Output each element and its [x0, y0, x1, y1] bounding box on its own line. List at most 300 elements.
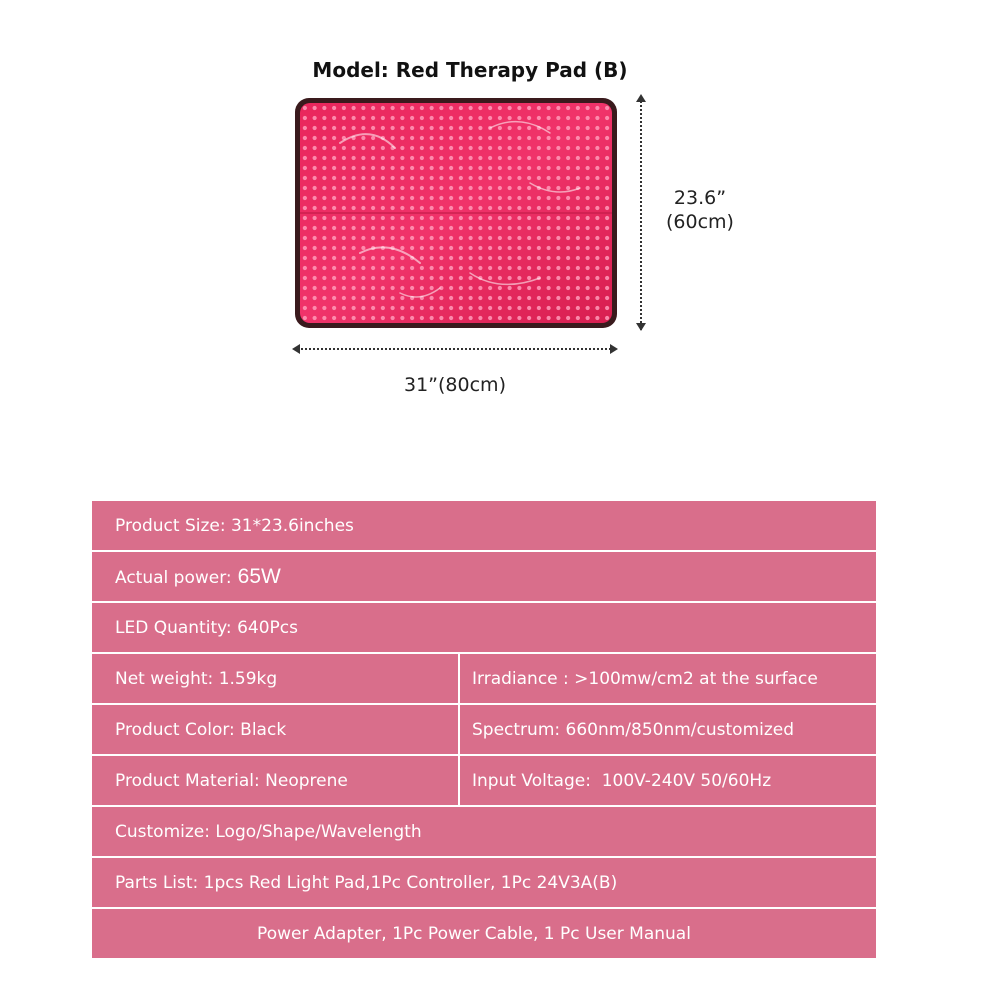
led-dot: [313, 286, 317, 290]
led-dot: [595, 206, 599, 210]
led-dot: [527, 116, 531, 120]
led-dot: [410, 186, 414, 190]
led-dot: [566, 296, 570, 300]
led-dot: [527, 296, 531, 300]
led-dot: [439, 126, 443, 130]
led-dot: [332, 306, 336, 310]
led-dot: [488, 176, 492, 180]
led-dot: [605, 156, 609, 160]
led-dot: [527, 126, 531, 130]
led-dot: [517, 266, 521, 270]
led-dot: [508, 146, 512, 150]
led-dot: [556, 266, 560, 270]
led-dot: [527, 176, 531, 180]
led-dot: [332, 246, 336, 250]
led-dot: [488, 276, 492, 280]
led-dot: [371, 286, 375, 290]
led-dot: [576, 156, 580, 160]
led-dot: [459, 276, 463, 280]
led-dot: [517, 316, 521, 320]
width-label: 31”(80cm): [404, 374, 506, 396]
led-dot: [556, 166, 560, 170]
led-dot: [498, 196, 502, 200]
led-dot: [400, 246, 404, 250]
led-dot: [332, 116, 336, 120]
led-dot: [469, 146, 473, 150]
led-dot: [420, 196, 424, 200]
led-dot: [332, 186, 336, 190]
customize: Customize: Logo/Shape/Wavelength: [115, 821, 422, 842]
led-dot: [595, 276, 599, 280]
led-dot: [381, 116, 385, 120]
led-dot: [352, 146, 356, 150]
led-dot: [508, 166, 512, 170]
led-dot: [391, 226, 395, 230]
led-dot: [498, 186, 502, 190]
led-dot: [595, 266, 599, 270]
led-dot: [430, 166, 434, 170]
led-dot: [313, 296, 317, 300]
led-dot: [439, 246, 443, 250]
led-dot: [566, 176, 570, 180]
led-dot: [400, 296, 404, 300]
led-dot: [361, 226, 365, 230]
led-dot: [488, 236, 492, 240]
led-dot: [352, 196, 356, 200]
net-weight: Net weight: 1.59kg: [92, 654, 460, 703]
led-dot: [605, 296, 609, 300]
led-dot: [547, 226, 551, 230]
led-dot: [322, 126, 326, 130]
led-dot: [381, 306, 385, 310]
led-dot: [459, 216, 463, 220]
led-dot: [576, 306, 580, 310]
led-dot: [498, 146, 502, 150]
led-dot: [303, 216, 307, 220]
led-dot: [566, 156, 570, 160]
led-dot: [537, 316, 541, 320]
led-dot: [332, 196, 336, 200]
led-dot: [449, 136, 453, 140]
arrow-up-icon: [636, 94, 646, 102]
led-dot: [576, 196, 580, 200]
led-dot: [381, 146, 385, 150]
led-dot: [322, 256, 326, 260]
led-dot: [439, 276, 443, 280]
led-dot: [537, 166, 541, 170]
width-dimension-line: [298, 348, 614, 352]
led-dot: [410, 246, 414, 250]
led-dot: [488, 116, 492, 120]
led-dot: [576, 296, 580, 300]
led-dot: [517, 166, 521, 170]
led-dot: [342, 166, 346, 170]
led-dot: [430, 196, 434, 200]
led-dot: [605, 116, 609, 120]
led-dot: [478, 116, 482, 120]
led-dot: [517, 186, 521, 190]
led-dot: [566, 166, 570, 170]
led-dot: [313, 316, 317, 320]
led-dot: [498, 296, 502, 300]
led-dot: [537, 226, 541, 230]
led-dot: [400, 226, 404, 230]
irradiance: Irradiance : >100mw/cm2 at the surface: [472, 668, 818, 689]
led-dot: [371, 186, 375, 190]
product-size: Product Size: 31*23.6inches: [115, 515, 354, 536]
led-dot: [527, 306, 531, 310]
led-dot: [381, 186, 385, 190]
table-row: [92, 603, 876, 654]
led-dot: [459, 226, 463, 230]
led-dot: [566, 316, 570, 320]
led-dot: [400, 316, 404, 320]
led-dot: [556, 186, 560, 190]
led-dot: [478, 206, 482, 210]
led-dot: [566, 196, 570, 200]
led-dot: [517, 296, 521, 300]
led-dot: [322, 276, 326, 280]
led-dot: [361, 196, 365, 200]
led-dot: [313, 176, 317, 180]
led-dot: [527, 256, 531, 260]
led-dot: [537, 206, 541, 210]
led-dot: [547, 136, 551, 140]
led-dot: [498, 256, 502, 260]
led-dot: [342, 126, 346, 130]
led-dot: [586, 266, 590, 270]
led-dot: [342, 176, 346, 180]
led-dot: [313, 216, 317, 220]
led-dot: [303, 196, 307, 200]
led-dot: [303, 276, 307, 280]
led-dot: [527, 136, 531, 140]
led-dot: [313, 196, 317, 200]
led-dot: [361, 126, 365, 130]
led-dot: [420, 176, 424, 180]
led-dot: [547, 106, 551, 110]
led-dot: [498, 116, 502, 120]
led-dot: [361, 286, 365, 290]
led-dot: [547, 176, 551, 180]
led-dot: [566, 126, 570, 130]
led-dot: [410, 206, 414, 210]
led-dot: [303, 186, 307, 190]
led-dot: [605, 256, 609, 260]
led-dot: [439, 176, 443, 180]
led-dot: [371, 276, 375, 280]
led-dot: [576, 146, 580, 150]
led-dot: [449, 206, 453, 210]
led-dot: [313, 236, 317, 240]
led-dot: [469, 186, 473, 190]
led-dot: [605, 126, 609, 130]
led-dot: [459, 176, 463, 180]
led-dot: [595, 256, 599, 260]
led-dot: [556, 136, 560, 140]
led-dot: [556, 316, 560, 320]
led-dot: [361, 296, 365, 300]
led-dot: [508, 306, 512, 310]
led-dot: [342, 196, 346, 200]
led-dot: [400, 276, 404, 280]
input-voltage: Input Voltage: 100V-240V 50/60Hz: [472, 770, 772, 791]
led-dot: [391, 266, 395, 270]
led-dot: [537, 196, 541, 200]
led-dot: [508, 296, 512, 300]
led-dot: [342, 206, 346, 210]
led-dot: [586, 276, 590, 280]
led-dot: [303, 246, 307, 250]
led-dot: [595, 316, 599, 320]
led-dot: [488, 136, 492, 140]
led-dot: [420, 146, 424, 150]
led-dot: [352, 106, 356, 110]
led-dot: [303, 176, 307, 180]
table-row: [92, 858, 876, 909]
led-dot: [352, 166, 356, 170]
led-dot: [595, 216, 599, 220]
led-dot: [566, 236, 570, 240]
led-dot: [586, 106, 590, 110]
led-dot: [371, 216, 375, 220]
led-dot: [322, 196, 326, 200]
led-dot: [371, 226, 375, 230]
led-dot: [439, 206, 443, 210]
led-quantity: LED Quantity: 640Pcs: [115, 617, 298, 638]
led-dot: [547, 286, 551, 290]
led-dot: [576, 246, 580, 250]
led-dot: [430, 266, 434, 270]
led-dot: [303, 136, 307, 140]
led-dot: [420, 156, 424, 160]
led-dot: [517, 206, 521, 210]
led-dot: [322, 206, 326, 210]
led-dot: [595, 246, 599, 250]
led-dot: [508, 196, 512, 200]
led-dot: [595, 166, 599, 170]
led-dot: [342, 236, 346, 240]
led-dot: [342, 116, 346, 120]
led-dot: [322, 116, 326, 120]
led-dot: [449, 176, 453, 180]
led-dot: [313, 206, 317, 210]
led-dot: [488, 156, 492, 160]
led-dot: [556, 226, 560, 230]
led-dot: [400, 106, 404, 110]
led-dot: [371, 196, 375, 200]
led-dot: [508, 206, 512, 210]
led-dot: [400, 146, 404, 150]
led-dot: [537, 146, 541, 150]
led-dot: [342, 286, 346, 290]
led-dot: [391, 296, 395, 300]
led-dot: [469, 166, 473, 170]
led-dot: [537, 236, 541, 240]
led-dot: [537, 286, 541, 290]
led-dot: [361, 146, 365, 150]
height-inches: 23.6”: [673, 187, 727, 209]
led-dot: [469, 206, 473, 210]
led-dot: [371, 116, 375, 120]
led-dot: [322, 186, 326, 190]
led-dot: [361, 276, 365, 280]
led-dot: [469, 116, 473, 120]
led-dot: [508, 226, 512, 230]
led-dot: [605, 306, 609, 310]
led-dot: [488, 316, 492, 320]
led-dot: [469, 316, 473, 320]
led-dot: [605, 206, 609, 210]
led-dot: [420, 116, 424, 120]
led-dot: [576, 266, 580, 270]
led-dot: [430, 106, 434, 110]
led-dot: [303, 256, 307, 260]
led-dot: [547, 126, 551, 130]
led-dot: [400, 216, 404, 220]
led-dot: [391, 166, 395, 170]
led-dot: [430, 316, 434, 320]
led-dot: [469, 156, 473, 160]
led-dot: [332, 276, 336, 280]
led-dot: [488, 226, 492, 230]
led-dot: [342, 306, 346, 310]
led-dot: [391, 206, 395, 210]
led-dot: [488, 146, 492, 150]
led-dot: [410, 166, 414, 170]
led-dot: [556, 236, 560, 240]
led-dot: [586, 226, 590, 230]
led-dot: [478, 106, 482, 110]
table-row: [92, 654, 876, 705]
led-dot: [605, 166, 609, 170]
led-dot: [586, 216, 590, 220]
led-dot: [537, 256, 541, 260]
led-dot: [566, 116, 570, 120]
led-dot: [517, 126, 521, 130]
led-dot: [322, 296, 326, 300]
led-dot: [469, 276, 473, 280]
led-dot: [449, 306, 453, 310]
led-dot: [459, 146, 463, 150]
led-dot: [313, 126, 317, 130]
led-dot: [547, 316, 551, 320]
led-dot: [410, 226, 414, 230]
led-dot: [537, 266, 541, 270]
led-dot: [595, 236, 599, 240]
actual-power-label: Actual power:: [115, 567, 232, 588]
led-dot: [478, 256, 482, 260]
led-dot: [439, 116, 443, 120]
led-dot: [420, 216, 424, 220]
led-dot: [322, 106, 326, 110]
led-dot: [556, 176, 560, 180]
led-dot: [517, 156, 521, 160]
led-dot: [371, 126, 375, 130]
led-dot: [361, 156, 365, 160]
led-dot: [410, 216, 414, 220]
led-dot: [400, 116, 404, 120]
led-dot: [303, 296, 307, 300]
led-dot: [371, 156, 375, 160]
led-dot: [352, 306, 356, 310]
led-dot: [527, 286, 531, 290]
led-dot: [342, 266, 346, 270]
led-dot: [595, 306, 599, 310]
led-dot: [361, 116, 365, 120]
led-dot: [459, 246, 463, 250]
led-dot: [342, 296, 346, 300]
led-dot: [517, 226, 521, 230]
led-dot: [527, 146, 531, 150]
arrow-left-icon: [292, 344, 300, 354]
led-dot: [498, 316, 502, 320]
parts-list-continued: Power Adapter, 1Pc Power Cable, 1 Pc User Manual: [257, 923, 691, 944]
led-dot: [371, 266, 375, 270]
led-dot: [303, 126, 307, 130]
led-dot: [517, 276, 521, 280]
led-dot: [547, 186, 551, 190]
led-dot: [498, 236, 502, 240]
led-dot: [430, 186, 434, 190]
led-dot: [469, 216, 473, 220]
led-dot: [459, 106, 463, 110]
led-dot: [527, 156, 531, 160]
led-dot: [576, 166, 580, 170]
led-dot: [478, 226, 482, 230]
led-dot: [449, 116, 453, 120]
table-row: [92, 807, 876, 858]
led-dot: [322, 216, 326, 220]
led-dot: [478, 306, 482, 310]
led-dot: [322, 146, 326, 150]
led-dot: [449, 106, 453, 110]
led-dot: [371, 146, 375, 150]
led-dot: [469, 236, 473, 240]
led-dot: [322, 306, 326, 310]
led-dot: [400, 256, 404, 260]
led-dot: [420, 236, 424, 240]
led-dot: [400, 196, 404, 200]
led-dot: [498, 136, 502, 140]
led-dot: [527, 216, 531, 220]
led-dot: [352, 236, 356, 240]
led-dot: [420, 306, 424, 310]
table-row: [92, 705, 876, 756]
led-dot: [547, 246, 551, 250]
led-dot: [547, 296, 551, 300]
led-dot: [537, 156, 541, 160]
led-dot: [449, 166, 453, 170]
led-dot: [566, 206, 570, 210]
led-dot: [586, 116, 590, 120]
led-dot: [439, 226, 443, 230]
led-dot: [352, 216, 356, 220]
led-dot: [439, 296, 443, 300]
led-dot: [478, 156, 482, 160]
led-dot: [420, 106, 424, 110]
led-dot: [537, 116, 541, 120]
led-dot: [459, 206, 463, 210]
led-dot: [595, 126, 599, 130]
led-dot: [595, 286, 599, 290]
led-dot: [371, 206, 375, 210]
led-dot: [469, 126, 473, 130]
led-dot: [381, 216, 385, 220]
led-dot: [498, 176, 502, 180]
led-dot: [342, 156, 346, 160]
led-dot: [586, 206, 590, 210]
